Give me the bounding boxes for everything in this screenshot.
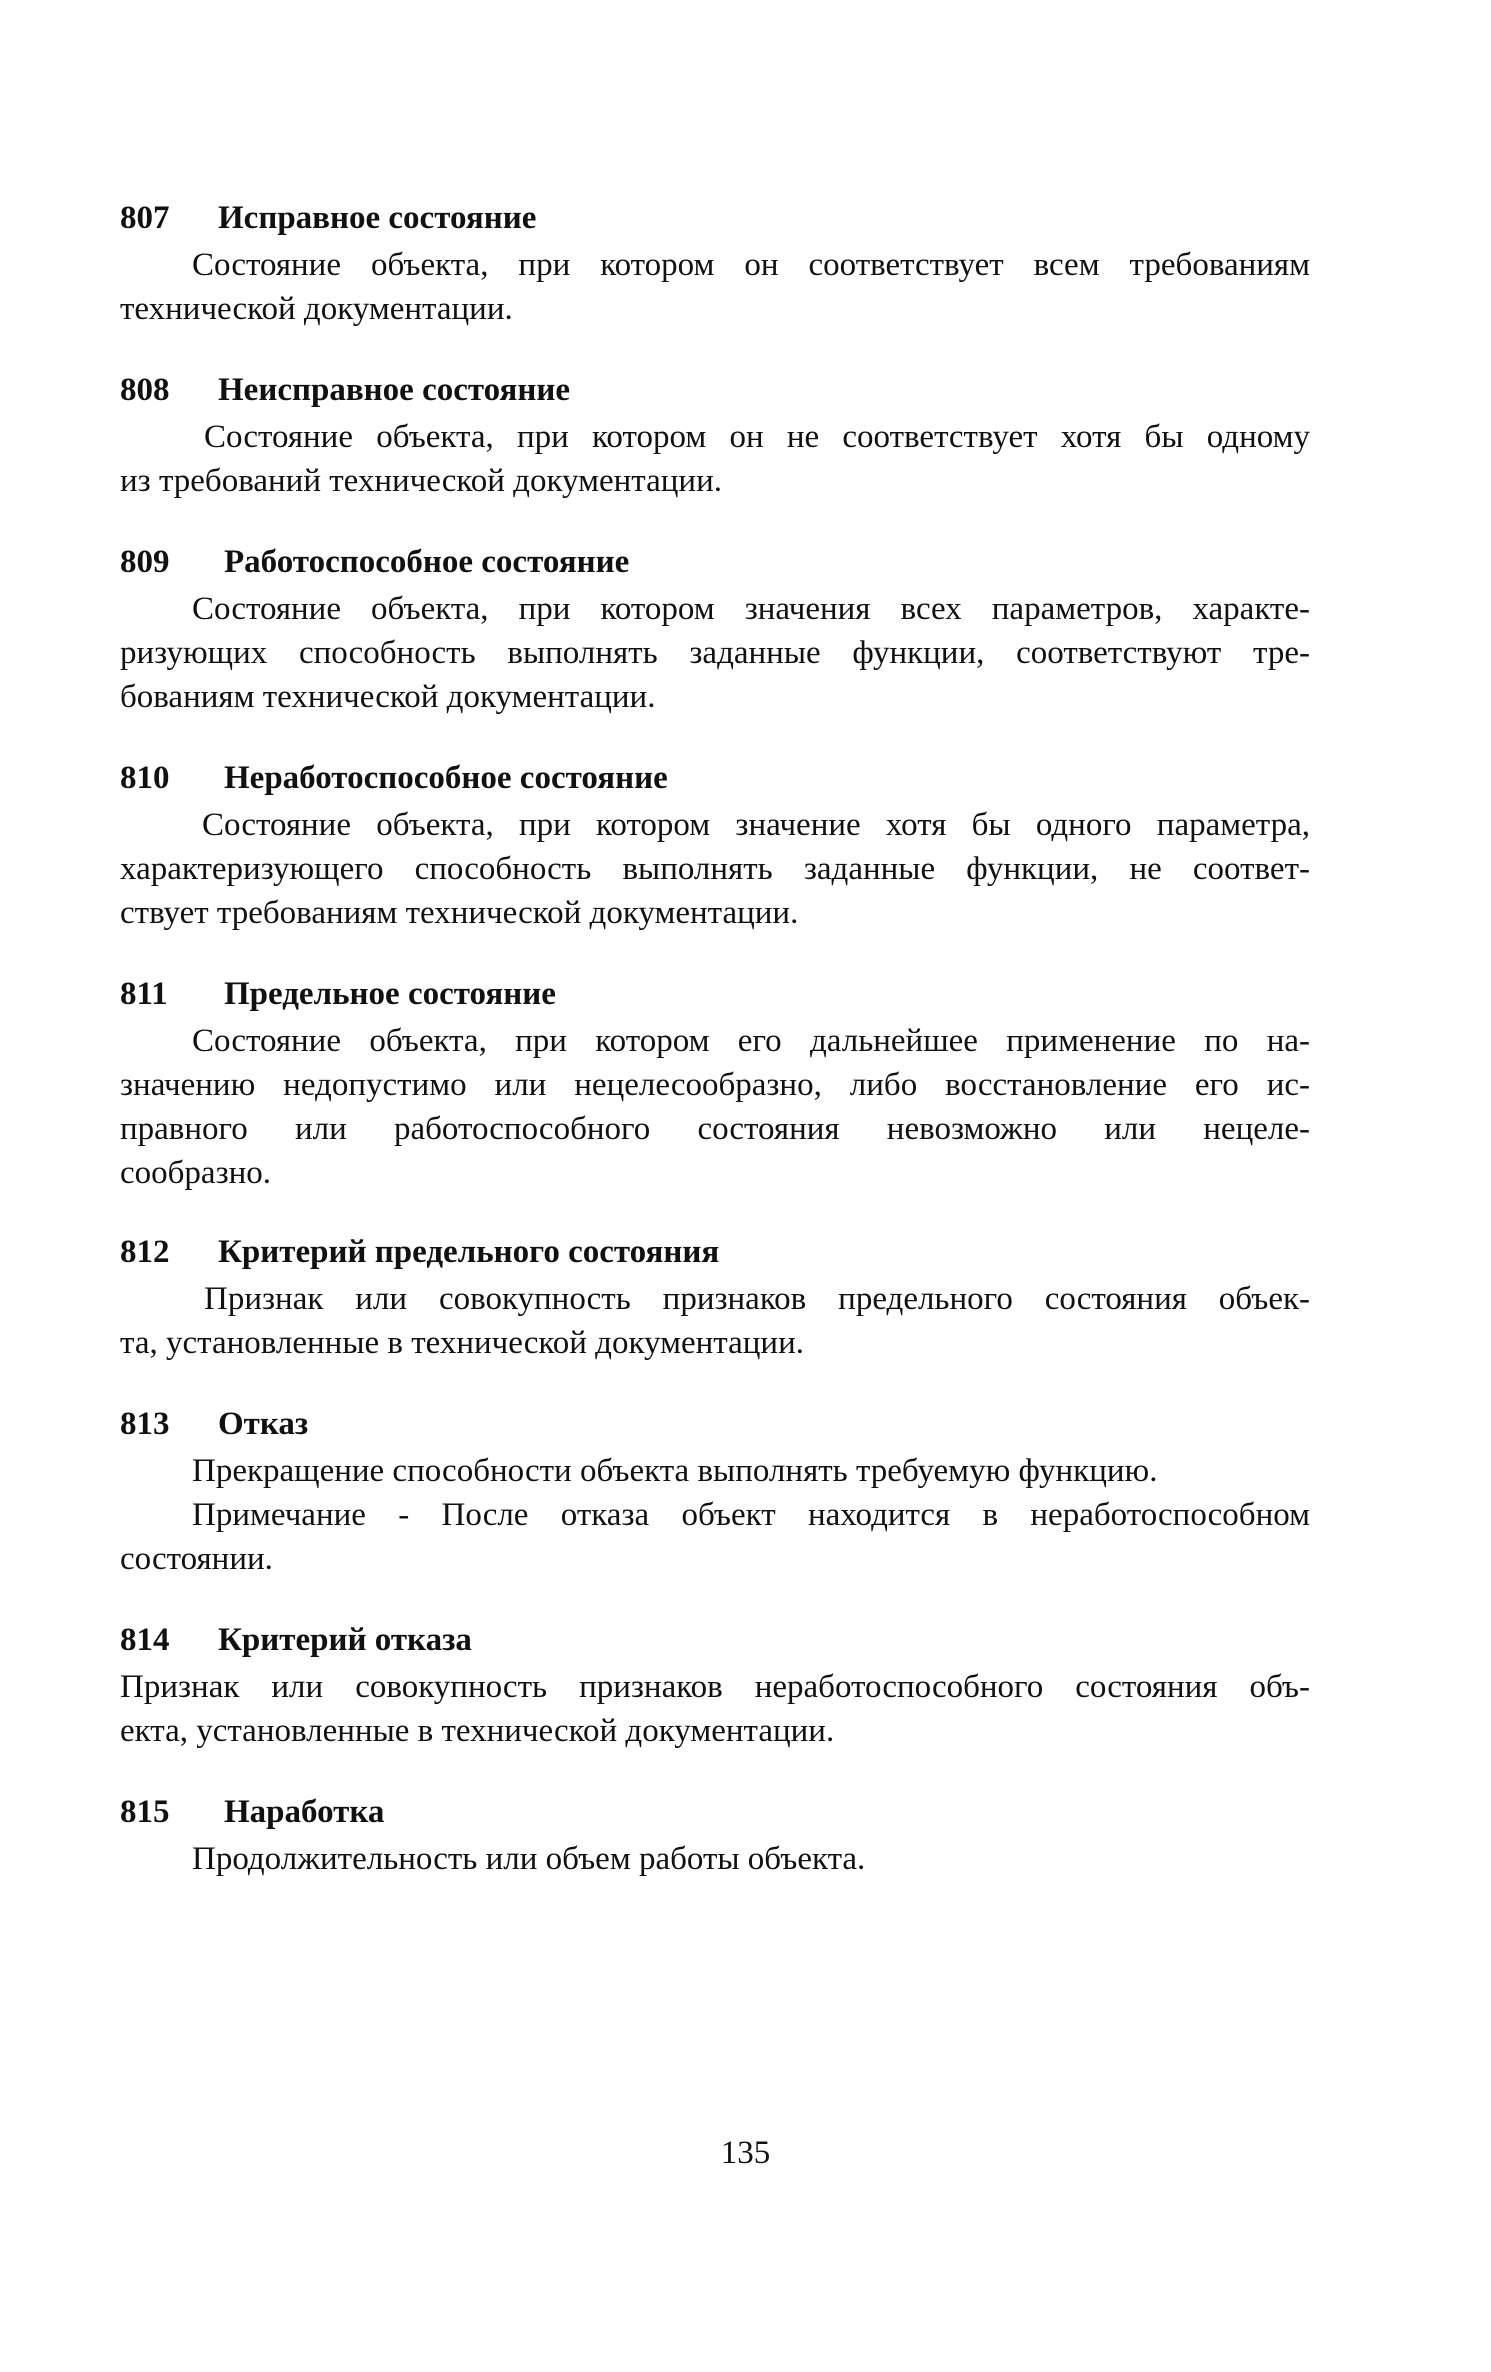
term-heading [120, 542, 1310, 582]
term-title: Исправное состояние [218, 200, 537, 236]
term-title: Предельное состояние [224, 976, 556, 1012]
term-number: 812 [120, 1234, 170, 1270]
term-definition-line: Состояние объекта, при котором он соответствует всем требованиям [192, 247, 1310, 283]
term-note-line: Примечание - После отказа объект находится в неработоспособном [192, 1497, 1310, 1533]
term-note-line: состоянии. [120, 1541, 273, 1577]
term-definition-line: Признак или совокупность признаков предельного состояния объек- [204, 1281, 1310, 1317]
term-entry-807 [120, 198, 1310, 331]
term-title: Критерий отказа [218, 1622, 472, 1658]
term-number: 811 [120, 976, 168, 1012]
term-definition-line: Состояние объекта, при котором его дальнейшее применение по на- [192, 1023, 1310, 1059]
term-entry-812 [120, 1232, 1310, 1365]
term-definition-line: Продолжительность или объем работы объекта. [192, 1841, 866, 1877]
term-definition-line: бованиям технической документации. [120, 679, 656, 715]
term-number: 813 [120, 1406, 170, 1442]
term-title: Отказ [218, 1406, 309, 1442]
term-definition-line: Состояние объекта, при котором он не соответствует хотя бы одному [204, 419, 1310, 455]
term-entry-811 [120, 974, 1310, 1195]
term-entry-814 [120, 1620, 1310, 1753]
term-heading [120, 1232, 1310, 1272]
term-number: 807 [120, 200, 170, 236]
term-number: 814 [120, 1622, 170, 1658]
term-entry-808 [120, 370, 1310, 503]
term-entry-810 [120, 758, 1310, 935]
term-definition-line: значению недопустимо или нецелесообразно, либо восстановление его ис- [120, 1067, 1310, 1103]
term-title: Неисправное состояние [218, 372, 571, 408]
term-number: 815 [120, 1794, 170, 1830]
term-definition-line: Прекращение способности объекта выполнять требуемую функцию. [192, 1453, 1158, 1489]
term-definition-line: та, установленные в технической документации. [120, 1325, 804, 1361]
term-title: Критерий предельного состояния [218, 1234, 720, 1270]
term-definition-line: правного или работоспособного состояния невозможно или нецеле- [120, 1111, 1310, 1147]
term-definition-line: екта, установленные в технической документации. [120, 1713, 835, 1749]
term-title: Наработка [224, 1794, 385, 1830]
term-definition-line: сообразно. [120, 1155, 272, 1191]
term-entry-809 [120, 542, 1310, 719]
term-number: 809 [120, 544, 170, 580]
term-definition-line: технической документации. [120, 291, 513, 327]
term-definition-line: Признак или совокупность признаков неработоспособного состояния объ- [120, 1669, 1310, 1705]
term-definition-line: Состояние объекта, при котором значение хотя бы одного параметра, [202, 807, 1310, 843]
term-heading [120, 370, 1310, 410]
term-number: 808 [120, 372, 170, 408]
term-title: Неработоспособное состояние [224, 760, 668, 796]
term-definition-line: ризующих способность выполнять заданные функции, соответствуют тре- [120, 635, 1310, 671]
term-heading [120, 1620, 1310, 1660]
term-definition-line: ствует требованиям технической документации. [120, 895, 799, 931]
term-number: 810 [120, 760, 170, 796]
term-heading [120, 1404, 1310, 1444]
term-heading [120, 758, 1310, 798]
term-definition-line: из требований технической документации. [120, 463, 722, 499]
term-heading [120, 974, 1310, 1014]
term-title: Работоспособное состояние [224, 544, 630, 580]
term-heading [120, 198, 1310, 238]
term-definition-line: характеризующего способность выполнять заданные функции, не соответ- [120, 851, 1310, 887]
term-definition-line: Состояние объекта, при котором значения всех параметров, характе- [192, 591, 1310, 627]
term-entry-815 [120, 1792, 1310, 1881]
term-entry-813 [120, 1404, 1310, 1581]
term-heading [120, 1792, 1310, 1832]
page-number: 135 [720, 2135, 771, 2171]
